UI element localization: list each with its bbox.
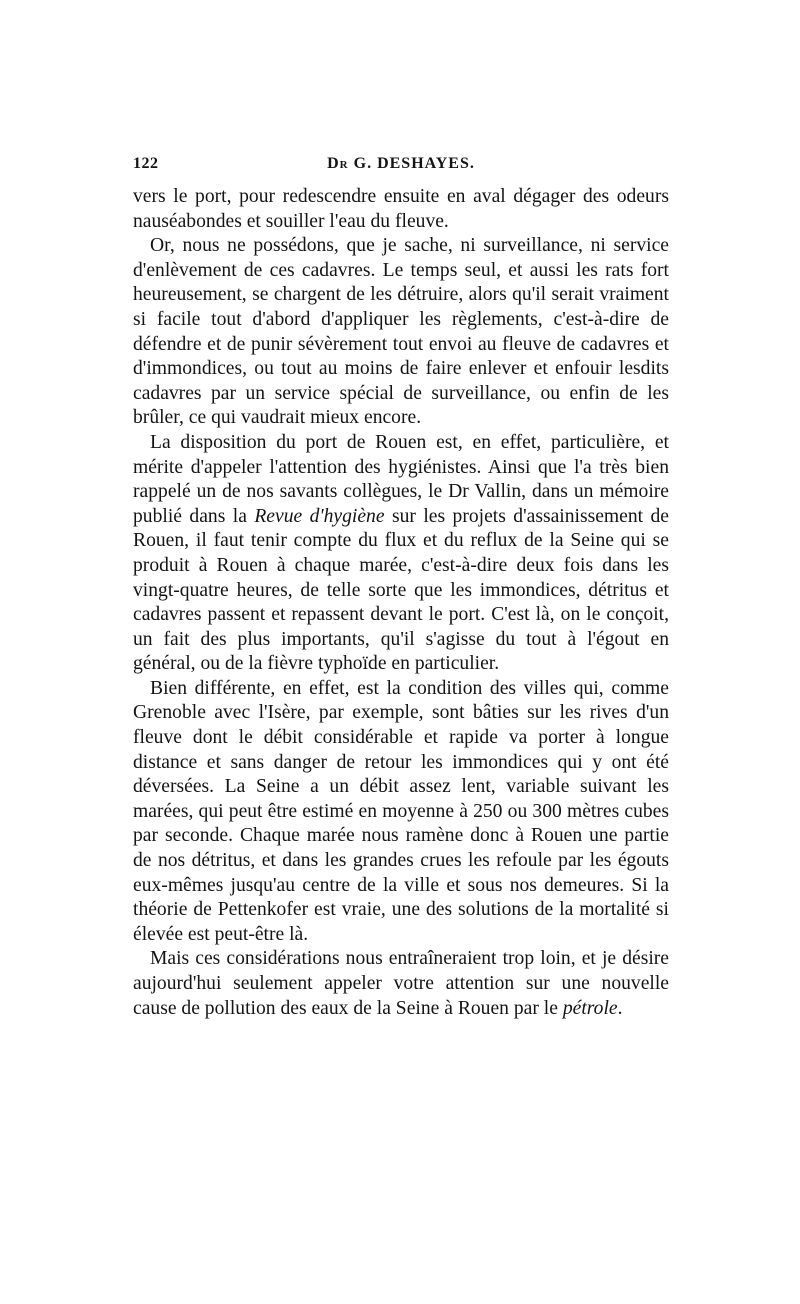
journal-title: Revue d'hygiène <box>254 505 385 527</box>
page-number: 122 <box>133 155 159 172</box>
paragraph-3-text-before: La disposition du port de Rouen est, en effet, particulière, et mérite d'appeler l'attention des hygiénistes. Ainsi que l'a très bien rappelé un de nos savants collègues, le Dr Vallin, dans un mémoire publié dans la <box>133 431 669 527</box>
body-text <box>133 185 669 1021</box>
paragraph-3-text-after: sur les projets d'assainissement de Rouen, il faut tenir compte du flux et du reflux de la Seine qui se produit à Rouen à chaque marée, c'est-à-dire deux fois dans les vingt-quatre heures, de telle sorte que les immondices, détritus et cadavres passent et repassent devant le port. C'est là, on le conçoit, un fait des plus importants, qu'il s'agisse du tout à l'égout en général, ou de la fièvre typhoïde en particulier. <box>133 505 669 675</box>
emphasized-word: pétrole <box>562 997 618 1019</box>
paragraph-5 <box>133 947 669 1021</box>
paragraph-2: Or, nous ne possédons, que je sache, ni surveillance, ni service d'enlèvement de ces cadavres. Le temps seul, et aussi les rats fort heureusement, se chargent de les détruire, alors qu'il serait vraiment si facile tout d'abord d'appliquer les règlements, c'est-à-dire de défendre et de punir sévèrement tout envoi au fleuve de cadavres et d'immondices, ou tout au moins de faire enlever et enfouir lesdits cadavres par un service spécial de surveillance, ou enfin de les brûler, ce qui vaudrait mieux encore. <box>133 235 669 429</box>
paragraph-3 <box>133 431 669 677</box>
running-title: Dr G. DESHAYES. <box>327 155 475 172</box>
book-page <box>133 155 669 1021</box>
paragraph-1: vers le port, pour redescendre ensuite en aval dégager des odeurs nauséabondes et souiller l'eau du fleuve. <box>133 186 669 232</box>
running-head <box>133 155 669 181</box>
paragraph-5-text-after: . <box>617 997 623 1019</box>
paragraph-4: Bien différente, en effet, est la condition des villes qui, comme Grenoble avec l'Isère, par exemple, sont bâties sur les rives d'un fleuve dont le débit considérable et rapide va porter à longue distance et sans danger de retour les immondices qui y ont été déversées. La Seine a un débit assez lent, variable suivant les marées, qui peut être estimé en moyenne à 250 ou 300 mètres cubes par seconde. Chaque marée nous ramène donc à Rouen une partie de nos détritus, et dans les grandes crues les refoule par les égouts eux-mêmes jusqu'au centre de la ville et sous nos demeures. Si la théorie de Pettenkofer est vraie, une des solutions de la mortalité si élevée est peut-être là. <box>133 677 669 945</box>
paragraph-5-text-before: Mais ces considérations nous entraîneraient trop loin, et je désire aujourd'hui seulement appeler votre attention sur une nouvelle cause de pollution des eaux de la Seine à Rouen par le <box>133 948 669 1019</box>
